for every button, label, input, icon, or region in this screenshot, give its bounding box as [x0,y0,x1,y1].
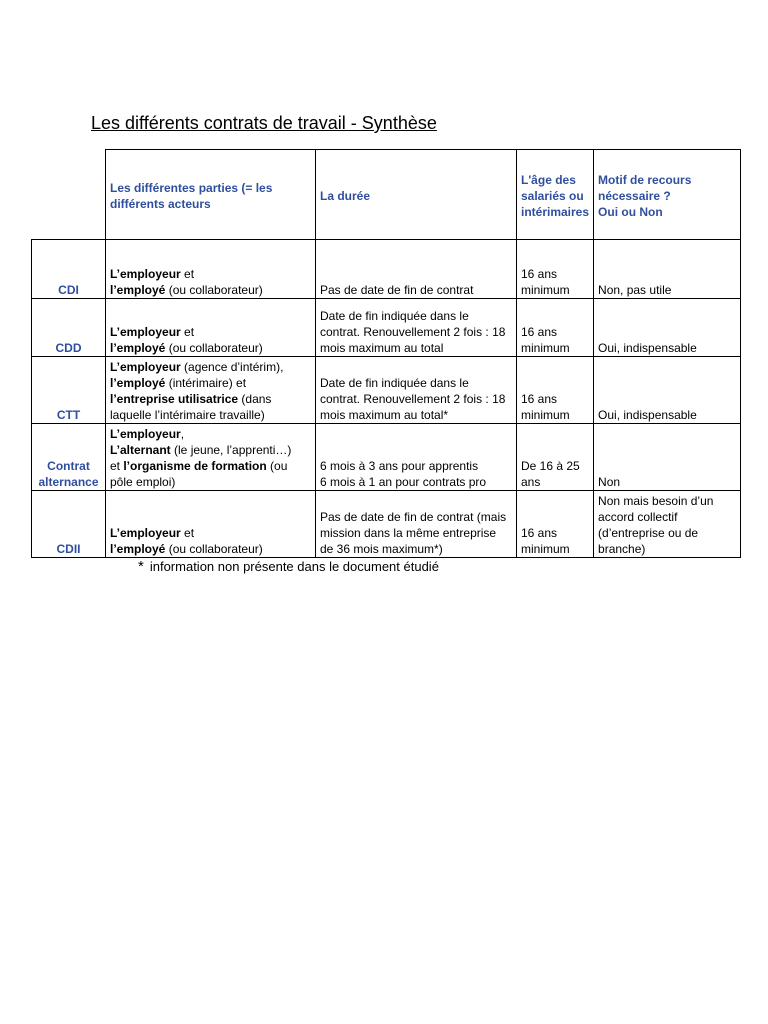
age-cell: 16 ans minimum [517,357,594,424]
duree-line: 6 mois à 3 ans pour apprentis [320,459,479,473]
age-cell: De 16 à 25 ans [517,424,594,491]
party-detail: et [180,267,195,281]
party-name: L’employeur [110,267,181,281]
table-row [32,299,741,357]
party-detail: (agence d’intérim), [180,360,284,374]
party-line [110,282,311,298]
party-line [110,541,311,557]
footnote [138,558,439,575]
contracts-table [31,149,741,558]
row-label: CDD [32,299,106,357]
header-motif-line2: Oui ou Non [598,204,663,219]
party-line [110,375,311,391]
party-name: L’employeur [110,526,181,540]
footnote-text: information non présente dans le document étudié [149,559,439,574]
party-name: L’employeur [110,360,181,374]
age-cell: 16 ans minimum [517,491,594,558]
parties-cell [106,299,316,357]
party-name: L’employeur [110,427,181,441]
table-row [32,240,741,299]
party-prefix: et [110,459,124,473]
party-name: l’employé [110,542,166,556]
footnote-asterisk: * [138,558,144,575]
motif-cell: Oui, indispensable [594,299,741,357]
party-name: l’entreprise utilisatrice [110,392,239,406]
party-detail: et [180,526,195,540]
party-line [110,458,311,490]
party-detail: , [180,427,185,441]
party-line [110,426,311,442]
party-line [110,359,311,375]
age-cell: 16 ans minimum [517,240,594,299]
parties-cell [106,424,316,491]
parties-cell [106,357,316,424]
duree-cell: Date de fin indiquée dans le contrat. Renouvellement 2 fois : 18 mois maximum au total* [316,357,517,424]
corner-cell [32,150,106,240]
party-detail: (le jeune, l’apprenti…) [170,443,292,457]
party-name: l’employé [110,283,166,297]
row-label: CDI [32,240,106,299]
header-motif-line1: Motif de recours nécessaire ? [598,172,692,203]
party-line [110,391,311,423]
party-detail: (ou collaborateur) [165,542,263,556]
party-name: l’organisme de formation [123,459,267,473]
motif-cell: Non [594,424,741,491]
party-line [110,442,311,458]
parties-cell [106,240,316,299]
party-detail: (intérimaire) et [165,376,247,390]
party-line [110,266,311,282]
header-parties: Les différentes parties (= les différents acteurs [106,150,316,240]
header-row [32,150,741,240]
header-age: L'âge des salariés ou intérimaires [517,150,594,240]
party-detail: (ou pôle emploi) [110,459,288,489]
party-name: l’employé [110,341,166,355]
party-detail: (ou collaborateur) [165,341,263,355]
table-row [32,357,741,424]
duree-cell [316,424,517,491]
header-duree: La durée [316,150,517,240]
party-detail: (ou collaborateur) [165,283,263,297]
duree-cell: Pas de date de fin de contrat (mais mission dans la même entreprise de 36 mois maximum*) [316,491,517,558]
party-detail: et [180,325,195,339]
party-name: l’employé [110,376,166,390]
motif-cell: Oui, indispensable [594,357,741,424]
party-detail: (dans laquelle l’intérimaire travaille) [110,392,272,422]
motif-cell: Non mais besoin d’un accord collectif (d’entreprise ou de branche) [594,491,741,558]
row-label: Contrat alternance [32,424,106,491]
parties-cell [106,491,316,558]
table-row [32,491,741,558]
header-motif [594,150,741,240]
party-line [110,525,311,541]
motif-cell: Non, pas utile [594,240,741,299]
party-name: L’employeur [110,325,181,339]
duree-cell: Date de fin indiquée dans le contrat. Renouvellement 2 fois : 18 mois maximum au total [316,299,517,357]
party-name: L’alternant [110,443,171,457]
row-label: CTT [32,357,106,424]
party-line [110,340,311,356]
duree-line: 6 mois à 1 an pour contrats pro [320,475,487,489]
page-title: Les différents contrats de travail - Synthèse [91,113,437,133]
row-label: CDII [32,491,106,558]
duree-cell: Pas de date de fin de contrat [316,240,517,299]
party-line [110,324,311,340]
table-row [32,424,741,491]
age-cell: 16 ans minimum [517,299,594,357]
